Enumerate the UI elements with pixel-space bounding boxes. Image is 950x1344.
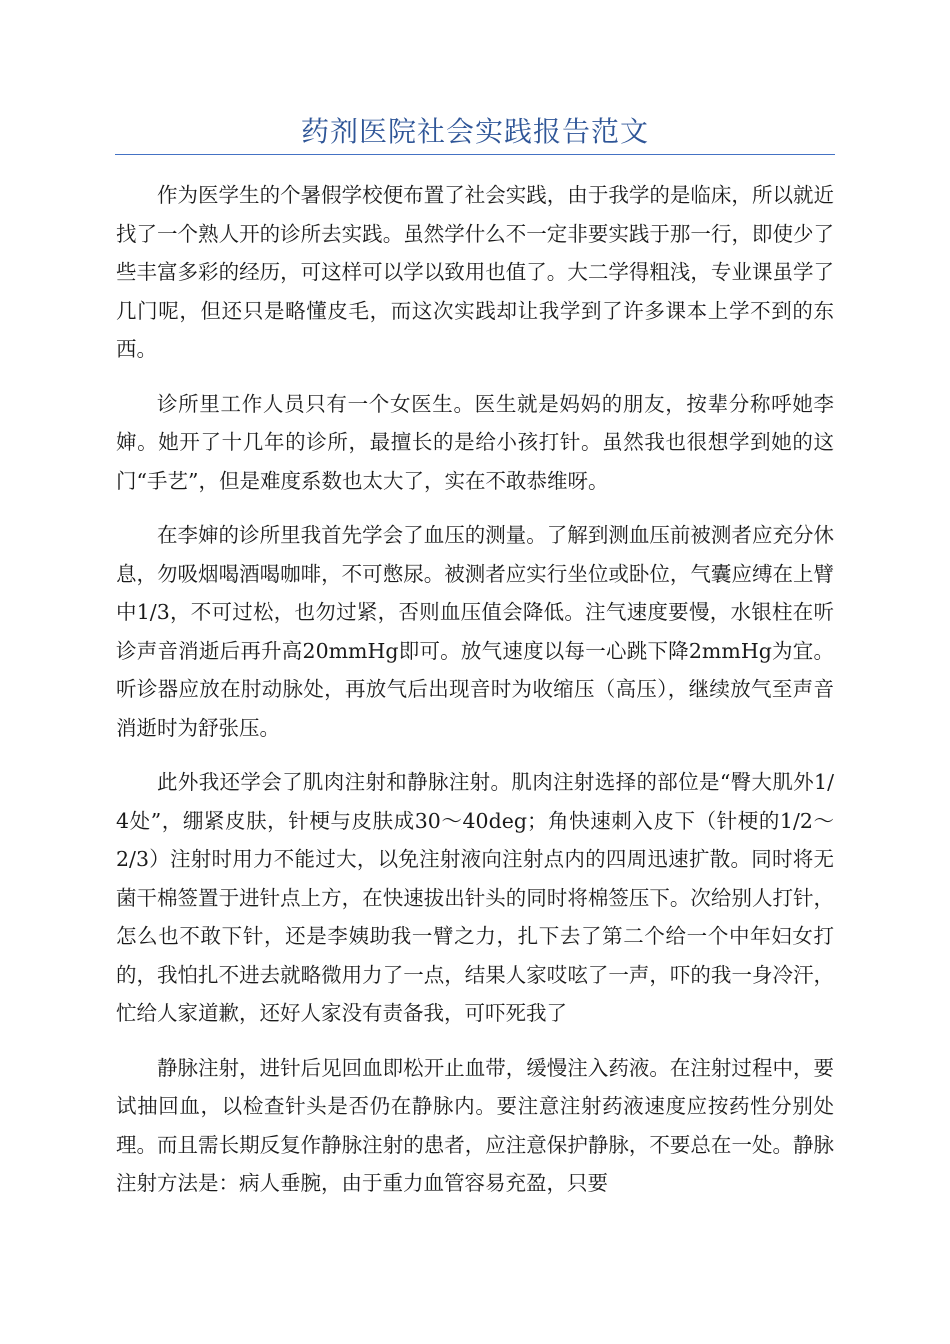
document-title: 药剂医院社会实践报告范文 [300, 115, 649, 148]
paragraph-4: 此外我还学会了肌肉注射和静脉注射。肌肉注射选择的部位是“臀大肌外1/4处”，绷紧皮肤，针梗与皮肤成30～40deg；角快速刺入皮下（针梗的1/2～2/3）注射时用力不能过大，以免注射液向注射点内的四周迅速扩散。同时将无菌干棉签置于进针点上方，在快速拔出针头的同时将棉签压下。次给别人打针，怎么也不敢下针，还是李姨助我一臂之力，扎下去了第二个给一个中年妇女打的，我怕扎不进去就略微用力了一点，结果人家哎呟了一声，吓的我一身冷汗，忙给人家道歉，还好人家没有责备我，可吓死我了 [116, 770, 834, 1025]
paragraph-1: 作为医学生的个暑假学校便布置了社会实践，由于我学的是临床，所以就近找了一个熟人开的诊所去实践。虽然学什么不一定非要实践于那一行，即使少了些丰富多彩的经历，可这样可以学以致用也值了。大二学得粗浅，专业课虽学了几门呢，但还只是略懂皮毛，而这次实践却让我学到了许多课本上学不到的东西。 [116, 183, 834, 361]
document-body [116, 176, 834, 1219]
paragraph-3: 在李婶的诊所里我首先学会了血压的测量。了解到测血压前被测者应充分休息，勿吸烟喝酒喝咖啡，不可憋尿。被测者应实行坐位或卧位，气囊应缚在上臂中1/3，不可过松，也勿过紧，否则血压值会降低。注气速度要慢，水银柱在听诊声音消逝后再升高20mmHg即可。放气速度以每一心跳下降2mmHg为宜。听诊器应放在肘动脉处，再放气后出现音时为收缩压（高压），继续放气至声音消逝时为舒张压。 [116, 523, 834, 740]
paragraph-5: 静脉注射，进针后见回血即松开止血带，缓慢注入药液。在注射过程中，要试抽回血，以检查针头是否仍在静脉内。要注意注射药液速度应按药性分别处理。而且需长期反复作静脉注射的患者，应注意保护静脉，不要总在一处。静脉注射方法是：病人垂腕，由于重力血管容易充盈，只要 [116, 1055, 834, 1195]
paragraph-2: 诊所里工作人员只有一个女医生。医生就是妈妈的朋友，按辈分称呼她李婶。她开了十几年的诊所，最擅长的是给小孩打针。虽然我也很想学到她的这门“手艺”，但是难度系数也太大了，实在不敢恭维呀。 [116, 391, 834, 493]
title-underline [115, 154, 835, 155]
